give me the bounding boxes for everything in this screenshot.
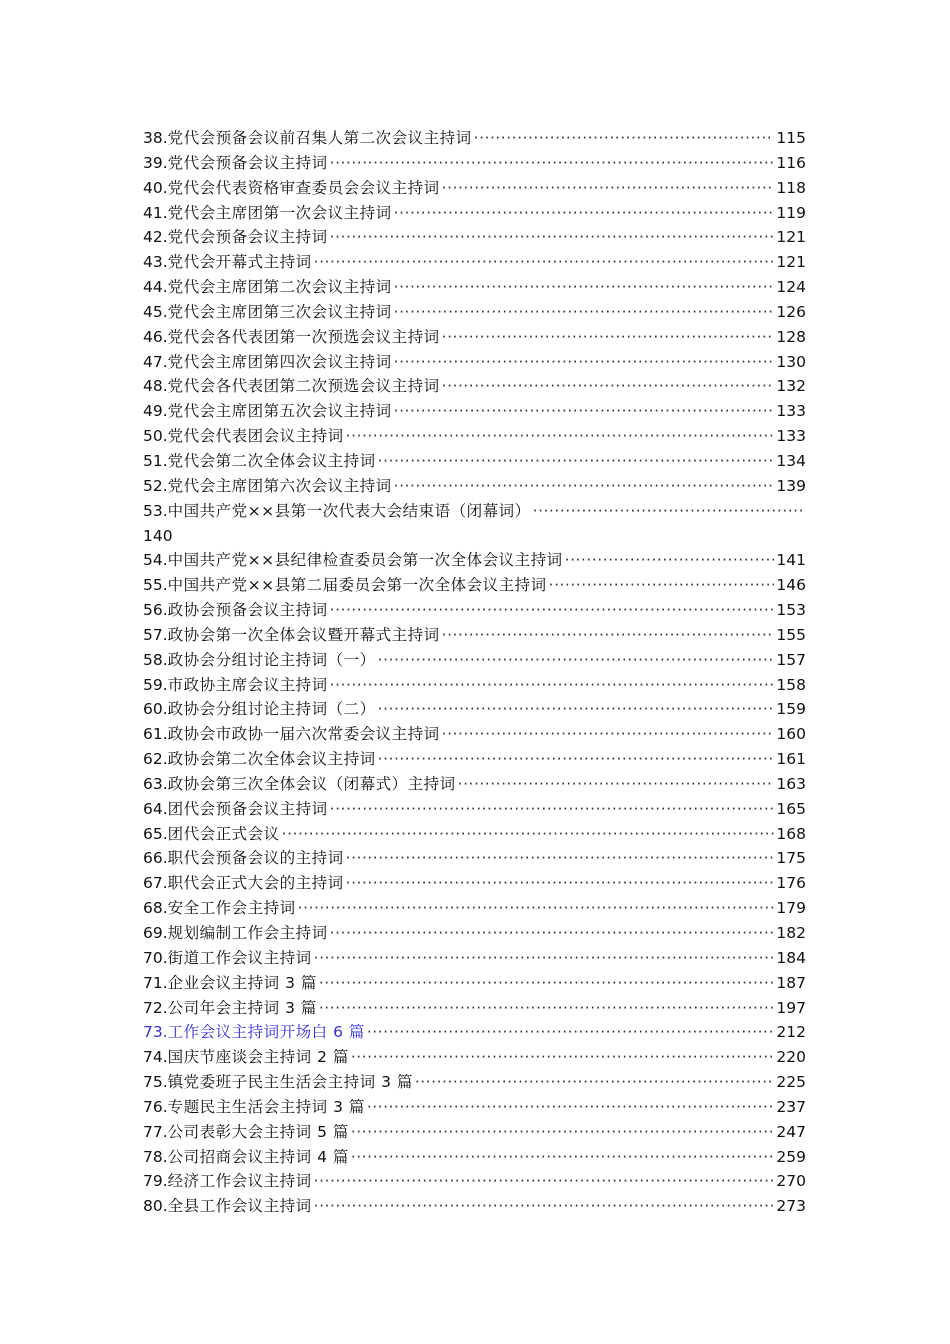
dot-leader [314,1194,775,1219]
toc-page-number: 247 [776,1122,806,1141]
toc-entry-66[interactable] [143,846,806,871]
toc-entry-54[interactable] [143,548,806,573]
toc-title: 政协会第一次全体会议暨开幕式主持词 [167,625,440,644]
toc-title: 规划编制工作会主持词 [167,924,328,942]
toc-entry-67[interactable] [143,871,806,896]
toc-page-number: 161 [776,750,806,769]
toc-title: 经济工作会议主持词 [167,1172,312,1191]
toc-entry-78[interactable] [143,1145,806,1170]
dot-leader [314,1169,775,1194]
toc-title: 中国共产党××县第二届委员会第一次全体会议主持词 [167,576,547,595]
toc-entry-52[interactable] [143,474,806,499]
dot-leader [330,151,775,176]
toc-page-number: 158 [776,675,806,694]
toc-title: 党代会主席团第六次会议主持词 [167,476,392,495]
toc-page-number: 121 [776,228,806,247]
dot-leader [330,797,775,822]
toc-number: 77. [143,1122,168,1141]
toc-title: 公司年会主持词 3 篇 [167,998,317,1017]
toc-number: 66. [143,849,168,868]
toc-title: 国庆节座谈会主持词 2 篇 [167,1048,349,1067]
toc-page-number: 124 [776,278,806,297]
dot-leader [330,921,775,946]
toc-entry-63[interactable] [143,772,806,797]
dot-leader [346,424,775,449]
toc-entry-42[interactable] [143,225,806,250]
toc-number: 46. [143,327,168,346]
toc-entry-77[interactable] [143,1120,806,1145]
toc-title: 党代会代表团会议主持词 [167,427,344,446]
toc-page-number: 187 [776,973,806,992]
dot-leader [458,772,775,797]
toc-entry-53[interactable] [143,499,806,549]
dot-leader [394,201,775,226]
dot-leader [415,1070,775,1095]
toc-page-number: 126 [776,302,806,321]
toc-title: 专题民主生活会主持词 3 篇 [167,1097,365,1116]
dot-leader [549,573,775,598]
toc-title: 党代会主席团第二次会议主持词 [167,278,392,297]
toc-number: 48. [143,377,168,396]
toc-page-number: 225 [776,1073,806,1092]
toc-number: 61. [143,725,168,744]
toc-entry-69[interactable] [143,921,806,946]
toc-page-number: 132 [776,377,806,396]
toc-entry-38[interactable] [143,126,806,151]
toc-title: 党代会主席团第一次会议主持词 [167,203,392,222]
dot-leader [319,996,775,1021]
toc-title: 党代会各代表团第二次预选会议主持词 [167,377,440,396]
toc-entry-49[interactable] [143,399,806,424]
toc-number: 72. [143,998,168,1017]
toc-entry-64[interactable] [143,797,806,822]
toc-page-number: 270 [776,1172,806,1191]
toc-number: 57. [143,625,168,644]
toc-number: 67. [143,874,168,893]
toc-title: 企业会议主持词 3 篇 [167,973,317,992]
toc-number: 52. [143,476,168,495]
dot-leader [394,399,775,424]
toc-page-number: 163 [776,774,806,793]
toc-page-number: 197 [776,998,806,1017]
toc-number: 45. [143,302,168,321]
toc-entry-47[interactable] [143,350,806,375]
toc-page-number: 139 [776,476,806,495]
toc-number: 39. [143,153,168,172]
toc-title: 中国共产党××县纪律检查委员会第一次全体会议主持词 [167,551,563,570]
toc-number: 47. [143,352,168,371]
toc-number: 54. [143,551,168,570]
toc-title: 工作会议主持词开场白 6 篇 [167,1023,365,1042]
toc-entry-first-line [143,499,806,524]
toc-number: 79. [143,1172,168,1191]
toc-page-number: 128 [776,327,806,346]
toc-entry-76[interactable] [143,1095,806,1120]
toc-page-number: 273 [776,1197,806,1216]
dot-leader [330,225,775,250]
toc-number: 73. [143,1023,168,1042]
toc-entry-61[interactable] [143,722,806,747]
toc-page-number: 133 [776,427,806,446]
toc-page-number: 157 [776,650,806,669]
toc-entry-50[interactable] [143,424,806,449]
toc-page-number: 118 [776,178,806,197]
toc-number: 68. [143,899,168,918]
toc-page-number: 119 [776,203,806,222]
dot-leader [474,126,775,151]
toc-entry-56[interactable] [143,598,806,623]
toc-title: 党代会预备会议前召集人第二次会议主持词 [167,129,472,147]
dot-leader [346,871,775,896]
toc-entry-58[interactable] [143,648,806,673]
dot-leader [394,350,775,375]
toc-page-number: 237 [776,1097,806,1116]
toc-number: 49. [143,402,168,421]
dot-leader [442,623,775,648]
dot-leader [565,548,775,573]
dot-leader [442,325,775,350]
toc-number: 76. [143,1097,168,1116]
toc-number: 53. [143,501,168,520]
toc-number: 51. [143,451,168,470]
dot-leader [351,1045,775,1070]
dot-leader [319,971,775,996]
toc-page-number: 141 [776,551,806,570]
toc-title: 党代会各代表团第一次预选会议主持词 [167,327,440,346]
dot-leader [351,1120,775,1145]
dot-leader [442,176,775,201]
toc-entry-44[interactable] [143,275,806,300]
toc-number: 65. [143,824,168,843]
toc-title: 政协会第三次全体会议（闭幕式）主持词 [167,774,456,793]
toc-page-number: 155 [776,625,806,644]
toc-number: 74. [143,1048,168,1067]
toc-number: 70. [143,948,168,967]
dot-leader [378,697,775,722]
dot-leader [330,598,775,623]
toc-title: 镇党委班子民主生活会主持词 3 篇 [167,1073,413,1092]
toc-number: 44. [143,278,168,297]
dot-leader [330,673,775,698]
toc-number: 62. [143,750,168,769]
toc-title: 党代会预备会议主持词 [167,228,328,247]
toc-number: 63. [143,774,168,793]
toc-number: 75. [143,1073,168,1092]
toc-page-number: 165 [776,799,806,818]
toc-number: 60. [143,700,168,719]
toc-entry-60[interactable] [143,697,806,722]
toc-entry-59[interactable] [143,673,806,698]
dot-leader [394,275,775,300]
toc-title: 中国共产党××县第一次代表大会结束语（闭幕词） [167,501,531,520]
dot-leader [378,648,775,673]
toc-page-number: 175 [776,849,806,868]
toc-title: 党代会代表资格审查委员会会议主持词 [167,178,440,197]
toc-title: 政协会市政协一届六次常委会议主持词 [167,725,440,744]
toc-page-number: 134 [776,451,806,470]
toc-page-number: 220 [776,1048,806,1067]
toc-entry-72[interactable] [143,996,806,1021]
toc-title: 职代会预备会议的主持词 [167,849,344,868]
toc-entry-80[interactable] [143,1194,806,1219]
toc-entry-73-link[interactable] [143,1020,806,1045]
toc-number: 50. [143,427,168,446]
toc-page-number: 182 [776,924,806,942]
toc-number: 40. [143,178,168,197]
dot-leader [367,1020,775,1045]
toc-page-number: 179 [776,899,806,918]
toc-page-number: 159 [776,700,806,719]
toc-title: 党代会主席团第五次会议主持词 [167,402,392,421]
toc-entry-55[interactable] [143,573,806,598]
toc-page-number: 133 [776,402,806,421]
toc-number: 69. [143,924,168,942]
toc-page-number: 184 [776,948,806,967]
dot-leader [442,722,775,747]
toc-number: 41. [143,203,168,222]
toc-page-number: 130 [776,352,806,371]
toc-number: 59. [143,675,168,694]
toc-title: 政协会分组讨论主持词（一） [167,650,376,669]
toc-entry-71[interactable] [143,971,806,996]
toc-entry-48[interactable] [143,374,806,399]
toc-title: 党代会第二次全体会议主持词 [167,451,376,470]
toc-entry-70[interactable] [143,946,806,971]
dot-leader [378,449,775,474]
toc-entry-39[interactable] [143,151,806,176]
toc-title: 政协会分组讨论主持词（二） [167,700,376,719]
toc-page-number: 153 [776,601,806,620]
toc-title: 团代会正式会议 [167,824,280,843]
dot-leader [282,822,775,847]
toc-page-number: 146 [776,576,806,595]
toc-title: 公司表彰大会主持词 5 篇 [167,1122,349,1141]
toc-entry-79[interactable] [143,1169,806,1194]
toc-number: 38. [143,129,168,147]
toc-title: 安全工作会主持词 [167,899,296,918]
toc-entry-43[interactable] [143,250,806,275]
toc-page-number: 176 [776,874,806,893]
dot-leader [394,474,775,499]
toc-page-number: 168 [776,824,806,843]
toc-title: 党代会主席团第四次会议主持词 [167,352,392,371]
toc-title: 党代会预备会议主持词 [167,153,328,172]
dot-leader [367,1095,775,1120]
dot-leader [378,747,775,772]
dot-leader [351,1145,775,1170]
toc-title: 职代会正式大会的主持词 [167,874,344,893]
toc-entry-46[interactable] [143,325,806,350]
table-of-contents [143,126,806,1219]
toc-page-number: 116 [776,153,806,172]
toc-title: 团代会预备会议主持词 [167,799,328,818]
toc-entry-41[interactable] [143,201,806,226]
toc-number: 71. [143,973,168,992]
toc-number: 43. [143,253,168,272]
toc-entry-62[interactable] [143,747,806,772]
toc-number: 78. [143,1147,168,1166]
toc-page-number: 140 [143,526,173,545]
toc-entry-68[interactable] [143,896,806,921]
toc-entry-74[interactable] [143,1045,806,1070]
toc-number: 55. [143,576,168,595]
toc-page-number: 121 [776,253,806,272]
dot-leader [314,250,775,275]
toc-entry-75[interactable] [143,1070,806,1095]
toc-title: 全县工作会议主持词 [167,1197,312,1216]
dot-leader [533,499,804,524]
toc-title: 政协会第二次全体会议主持词 [167,750,376,769]
toc-entry-57[interactable] [143,623,806,648]
toc-title: 党代会主席团第三次会议主持词 [167,302,392,321]
toc-page-number: 259 [776,1147,806,1166]
toc-title: 市政协主席会议主持词 [167,675,328,694]
toc-title: 街道工作会议主持词 [167,948,312,967]
dot-leader [346,846,775,871]
toc-entry-65[interactable] [143,822,806,847]
toc-entry-45[interactable] [143,300,806,325]
toc-title: 公司招商会议主持词 4 篇 [167,1147,349,1166]
dot-leader [442,374,775,399]
toc-entry-40[interactable] [143,176,806,201]
toc-page-number: 160 [776,725,806,744]
toc-number: 58. [143,650,168,669]
toc-entry-wrapped-line [143,524,806,549]
toc-number: 64. [143,799,168,818]
toc-number: 56. [143,601,168,620]
dot-leader [298,896,775,921]
toc-title: 党代会开幕式主持词 [167,253,312,272]
dot-leader [394,300,775,325]
toc-entry-51[interactable] [143,449,806,474]
toc-number: 42. [143,228,168,247]
toc-title: 政协会预备会议主持词 [167,601,328,620]
toc-page-number: 212 [776,1023,806,1042]
toc-number: 80. [143,1197,168,1216]
toc-page-number: 115 [776,129,806,147]
dot-leader [314,946,775,971]
